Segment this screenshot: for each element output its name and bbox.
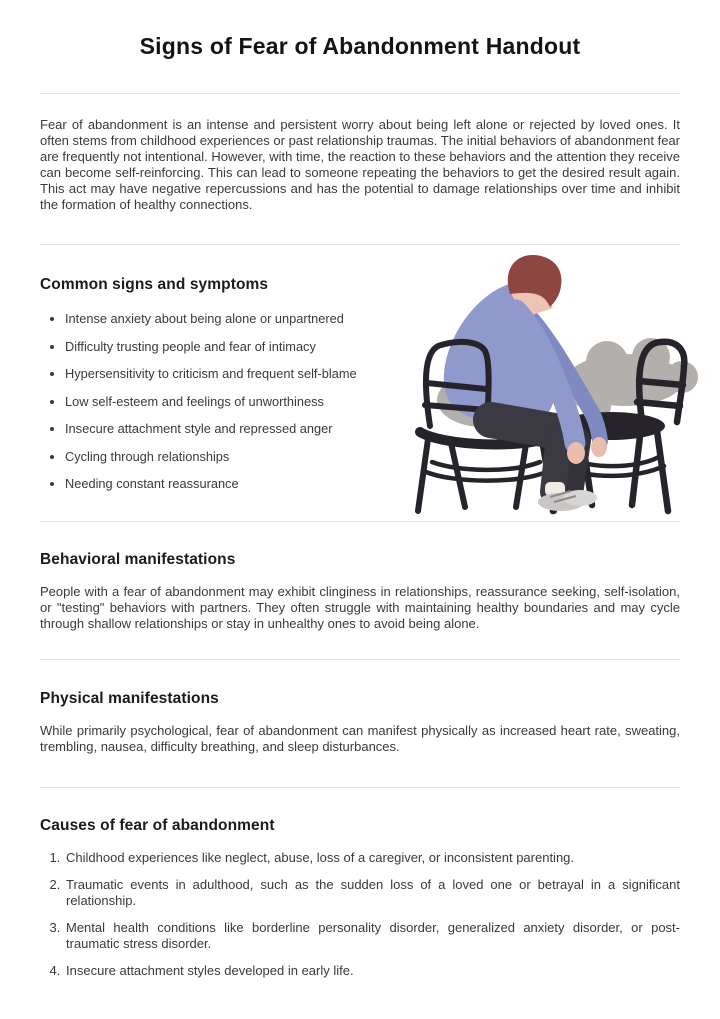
list-item: 4. Insecure attachment styles developed in early life. (64, 963, 680, 979)
list-item: • Intense anxiety about being alone or unpartnered (65, 311, 400, 327)
list-item: 1. Childhood experiences like neglect, abuse, loss of a caregiver, or inconsistent parenting. (64, 850, 680, 866)
page-title: Signs of Fear of Abandonment Handout (139, 33, 581, 59)
list-item: 3. Mental health conditions like borderline personality disorder, generalized anxiety disorder, or post-traumatic stress disorder. (64, 920, 680, 952)
list-item: 2. Traumatic events in adulthood, such as the sudden loss of a loved one or betrayal in a significant relationship. (64, 877, 680, 909)
list-item: • Low self-esteem and feelings of unworthiness (65, 394, 400, 410)
list-item: • Difficulty trusting people and fear of intimacy (65, 339, 400, 355)
divider (40, 787, 680, 788)
list-item: • Insecure attachment style and repressed anger (65, 421, 400, 437)
section-heading-causes: Causes of fear of abandonment (40, 817, 275, 834)
physical-paragraph: While primarily psychological, fear of abandonment can manifest physically as increased heart rate, sweating, trembling, nausea, difficulty breathing, and sleep disturbances. (40, 723, 680, 754)
abandonment-illustration (413, 250, 713, 520)
section-heading-physical: Physical manifestations (40, 690, 219, 707)
causes-list (40, 850, 680, 979)
divider (40, 244, 680, 245)
section-heading-common-signs: Common signs and symptoms (40, 276, 269, 293)
behavioral-paragraph: People with a fear of abandonment may exhibit clinginess in relationships, reassurance seeking, self-isolation, or "testing" behaviors with partners. They often struggle with maintaining healthy boundaries and may cycle through shallow relationships or stay in unhealthy ones to avoid being alone. (40, 584, 680, 631)
list-item: • Needing constant reassurance (65, 476, 400, 492)
section-physical (40, 690, 680, 755)
divider (40, 93, 680, 94)
list-item: • Cycling through relationships (65, 449, 400, 465)
section-behavioral (40, 551, 680, 632)
signs-list (40, 311, 400, 492)
illustration-svg (413, 250, 713, 520)
divider (40, 659, 680, 660)
intro-paragraph: Fear of abandonment is an intense and persistent worry about being left alone or rejected by loved ones. It often stems from childhood experiences or past relationship traumas. The initial behaviors of abandonment fear are frequently not intentional. However, with time, the reaction to these behaviors and the attention they receive can become self-reinforcing. This can lead to someone repeating the behaviors to get the desired result again. This act may have negative repercussions and has the potential to damage relationships over time and inhibit the formation of healthy connections. (40, 117, 681, 212)
divider (40, 521, 680, 522)
section-heading-behavioral: Behavioral manifestations (40, 551, 236, 568)
list-item: • Hypersensitivity to criticism and frequent self-blame (65, 366, 400, 382)
section-causes (40, 817, 680, 979)
